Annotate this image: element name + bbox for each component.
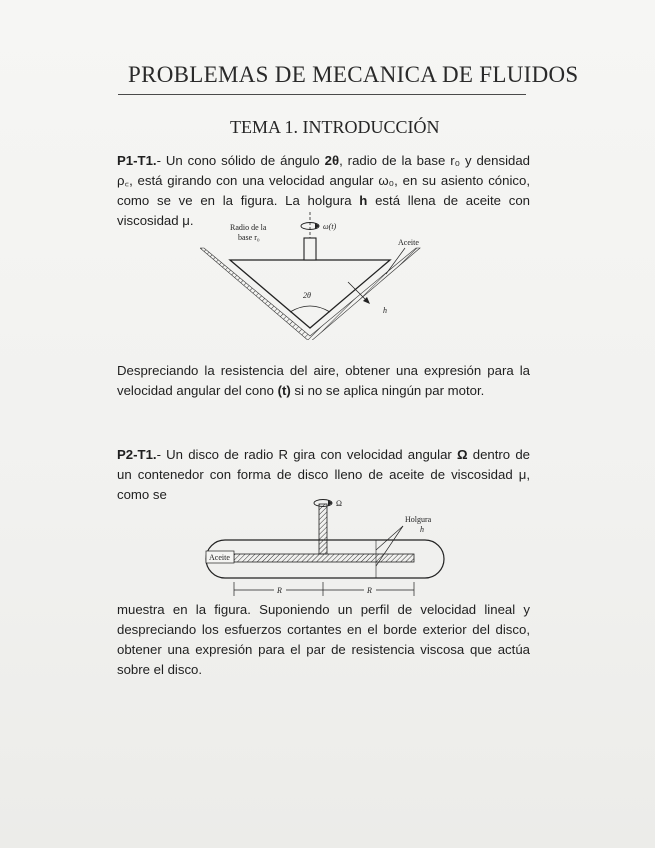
problem1-question bbox=[117, 361, 530, 401]
problem1-text-b: , radio de la base r₀ y densidad ρ꜀, está girando con una velocidad angular ω₀, en su asiento cónico, como se ve en la figura. La holgura bbox=[117, 153, 531, 208]
problem2-text-b: dentro de un contenedor con forma de disco lleno de aceite de viscosidad μ, como se bbox=[117, 447, 531, 502]
problem1-label: P1-T1. bbox=[117, 153, 157, 168]
gap-label: h bbox=[383, 306, 387, 315]
problem1-text-c: está llena de aceite con viscosidad μ. bbox=[117, 193, 530, 228]
section-heading: TEMA 1. INTRODUCCIÓN bbox=[230, 117, 440, 137]
problem1-gap: h bbox=[359, 193, 368, 208]
rotating-disk bbox=[234, 554, 414, 562]
angle-label: 2θ bbox=[303, 291, 311, 300]
radius-label-left: R bbox=[277, 586, 282, 595]
cone-shaft bbox=[304, 238, 316, 260]
disk-shaft bbox=[319, 504, 327, 554]
problem2-omega: Ω bbox=[456, 447, 468, 462]
omega-label: ω(t) bbox=[323, 222, 337, 231]
problem2-question: muestra en la figura. Suponiendo un perfil de velocidad lineal y despreciando los esfuerzos cortantes en el borde exterior del disco, obtener una expresión para el par de resistencia viscosa que actúa sobre el disco. bbox=[117, 602, 530, 677]
omega-label: Ω bbox=[336, 499, 342, 508]
problem1-question-b: si no se aplica ningún par motor. bbox=[290, 383, 485, 398]
problem1-angle: 2θ bbox=[324, 153, 340, 168]
problem1-question-t: (t) bbox=[277, 383, 291, 398]
oil-label: Aceite bbox=[398, 238, 419, 247]
oil-label: Aceite bbox=[209, 553, 230, 562]
cone-figure bbox=[200, 210, 430, 340]
problem2-text-a: - Un disco de radio R gira con velocidad angular bbox=[156, 447, 457, 462]
radius-label-line2: base r₀ bbox=[238, 233, 260, 242]
title-underline bbox=[118, 94, 526, 95]
radius-label-right: R bbox=[367, 586, 372, 595]
gap-label-line1: Holgura bbox=[405, 515, 432, 524]
problem1-question-a: Despreciando la resistencia del aire, obtener una expresión para la velocidad angular del cono bbox=[117, 363, 530, 398]
disk-figure bbox=[200, 490, 455, 598]
problem1-text-a: - Un cono sólido de ángulo bbox=[156, 153, 325, 168]
angle-arc bbox=[290, 306, 330, 312]
document-title: PROBLEMAS DE MECANICA DE FLUIDOS bbox=[128, 62, 579, 87]
radius-label-line1: Radio de la bbox=[230, 223, 267, 232]
problem2-label: P2-T1. bbox=[117, 447, 157, 462]
gap-label-line2: h bbox=[420, 525, 424, 534]
